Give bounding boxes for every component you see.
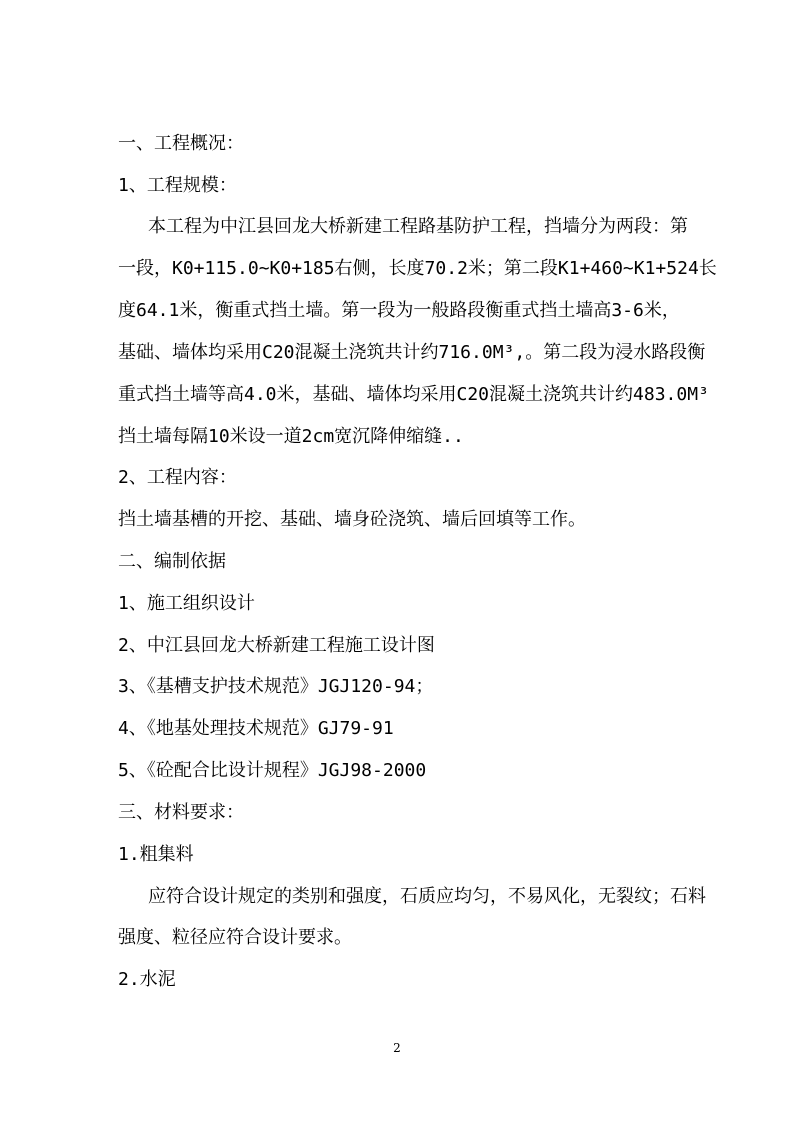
paragraph-line: 度64.1米，衡重式挡土墙。第一段为一般路段衡重式挡土墙高3-6米，	[118, 300, 680, 321]
paragraph-line: 挡土墙基槽的开挖、基础、墙身砼浇筑、墙后回填等工作。	[118, 509, 586, 530]
subheading-project-scale: 1、工程规模：	[118, 175, 237, 196]
section-heading-project-overview: 一、工程概况：	[118, 133, 244, 154]
list-item: 3、《基槽支护技术规范》JGJ120-94；	[118, 676, 434, 697]
paragraph-line: 重式挡土墙等高4.0米，基础、墙体均采用C20混凝土浇筑共计约483.0M³	[118, 384, 709, 405]
list-item: 5、《砼配合比设计规程》JGJ98-2000	[118, 760, 427, 781]
list-item: 4、《地基处理技术规范》GJ79-91	[118, 718, 394, 739]
section-heading-basis: 二、编制依据	[118, 551, 226, 572]
paragraph-line: 强度、粒径应符合设计要求。	[118, 927, 352, 948]
paragraph-line: 基础、墙体均采用C20混凝土浇筑共计约716.0M³,。第二段为浸水路段衡	[118, 342, 706, 363]
paragraph-line: 一段，K0+115.0~K0+185右侧，长度70.2米；第二段K1+460~K1+524长	[118, 258, 717, 279]
subheading-coarse-aggregate: 1.粗集料	[118, 844, 194, 865]
list-item: 2、中江县回龙大桥新建工程施工设计图	[118, 635, 435, 656]
paragraph-line: 挡土墙每隔10米设一道2cm宽沉降伸缩缝..	[118, 426, 464, 447]
section-heading-materials: 三、材料要求：	[118, 802, 244, 823]
list-item: 1、施工组织设计	[118, 593, 255, 614]
paragraph-line: 本工程为中江县回龙大桥新建工程路基防护工程，挡墙分为两段：第	[148, 216, 688, 237]
page-number: 2	[393, 1041, 401, 1055]
subheading-project-content: 2、工程内容：	[118, 467, 237, 488]
subheading-cement: 2.水泥	[118, 969, 176, 990]
paragraph-line: 应符合设计规定的类别和强度，石质应均匀，不易风化，无裂纹；石料	[148, 886, 706, 907]
